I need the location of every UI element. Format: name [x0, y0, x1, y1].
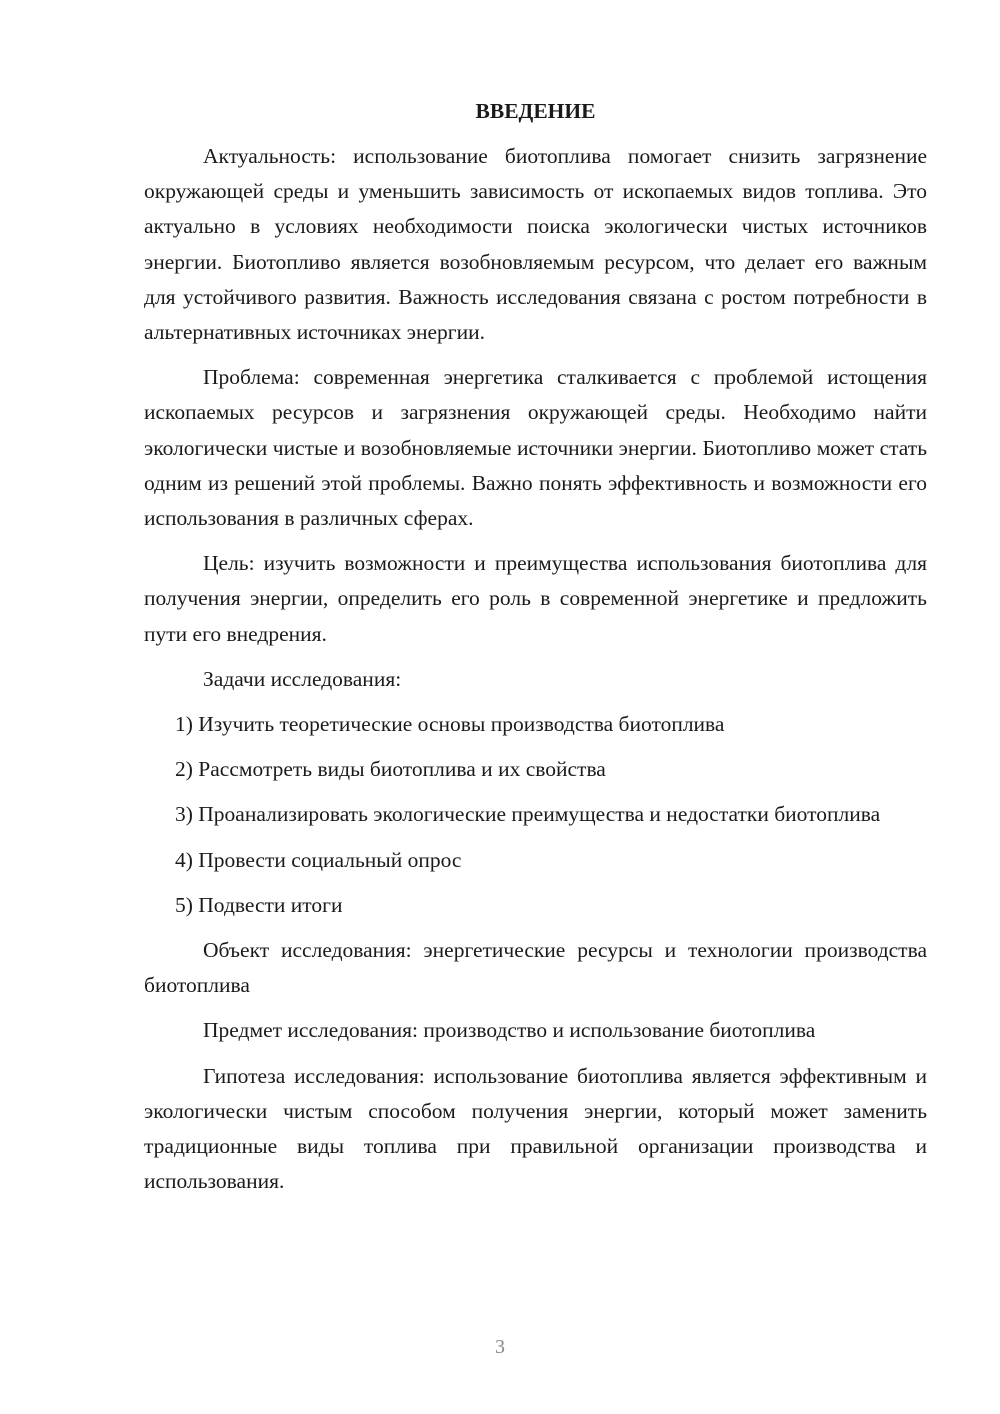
task-item: 3) Проанализировать экологические преимущества и недостатки биотоплива	[175, 802, 881, 827]
page-number: 3	[495, 1336, 505, 1358]
subject-paragraph: Предмет исследования: производство и использование биотоплива	[203, 1018, 816, 1043]
task-item: 4) Провести социальный опрос	[175, 847, 462, 872]
task-item: 5) Подвести итоги	[175, 892, 343, 917]
document-page	[144, 94, 927, 1209]
relevance-paragraph: Актуальность: использование биотоплива помогает снизить загрязнение окружающей среды и уменьшить зависимость от ископаемых видов топлива. Это актуально в условиях необходимости поиска экологически чистых источников энергии. Биотопливо является возобновляемым ресурсом, что делает его важным для устойчивого развития. Важность исследования связана с ростом потребности в альтернативных источниках энергии.	[144, 144, 927, 345]
problem-paragraph: Проблема: современная энергетика сталкивается с проблемой истощения ископаемых ресурсов и загрязнения окружающей среды. Необходимо найти экологически чистые и возобновляемые источники энергии. Биотопливо может стать одним из решений этой проблемы. Важно понять эффективность и возможности его использования в различных сферах.	[144, 365, 927, 531]
hypothesis-paragraph: Гипотеза исследования: использование биотоплива является эффективным и экологически чистым способом получения энергии, который может заменить традиционные виды топлива при правильной организации производства и использования.	[144, 1063, 927, 1194]
goal-paragraph: Цель: изучить возможности и преимущества использования биотоплива для получения энергии, определить его роль в современной энергетике и предложить пути его внедрения.	[144, 551, 927, 646]
tasks-heading: Задачи исследования:	[203, 666, 402, 691]
task-item: 1) Изучить теоретические основы производства биотоплива	[175, 712, 725, 737]
tasks-list	[144, 707, 927, 923]
page-title: ВВЕДЕНИЕ	[475, 99, 596, 123]
object-paragraph: Объект исследования: энергетические ресурсы и технологии производства биотоплива	[144, 938, 927, 998]
task-item: 2) Рассмотреть виды биотоплива и их свойства	[175, 757, 606, 782]
